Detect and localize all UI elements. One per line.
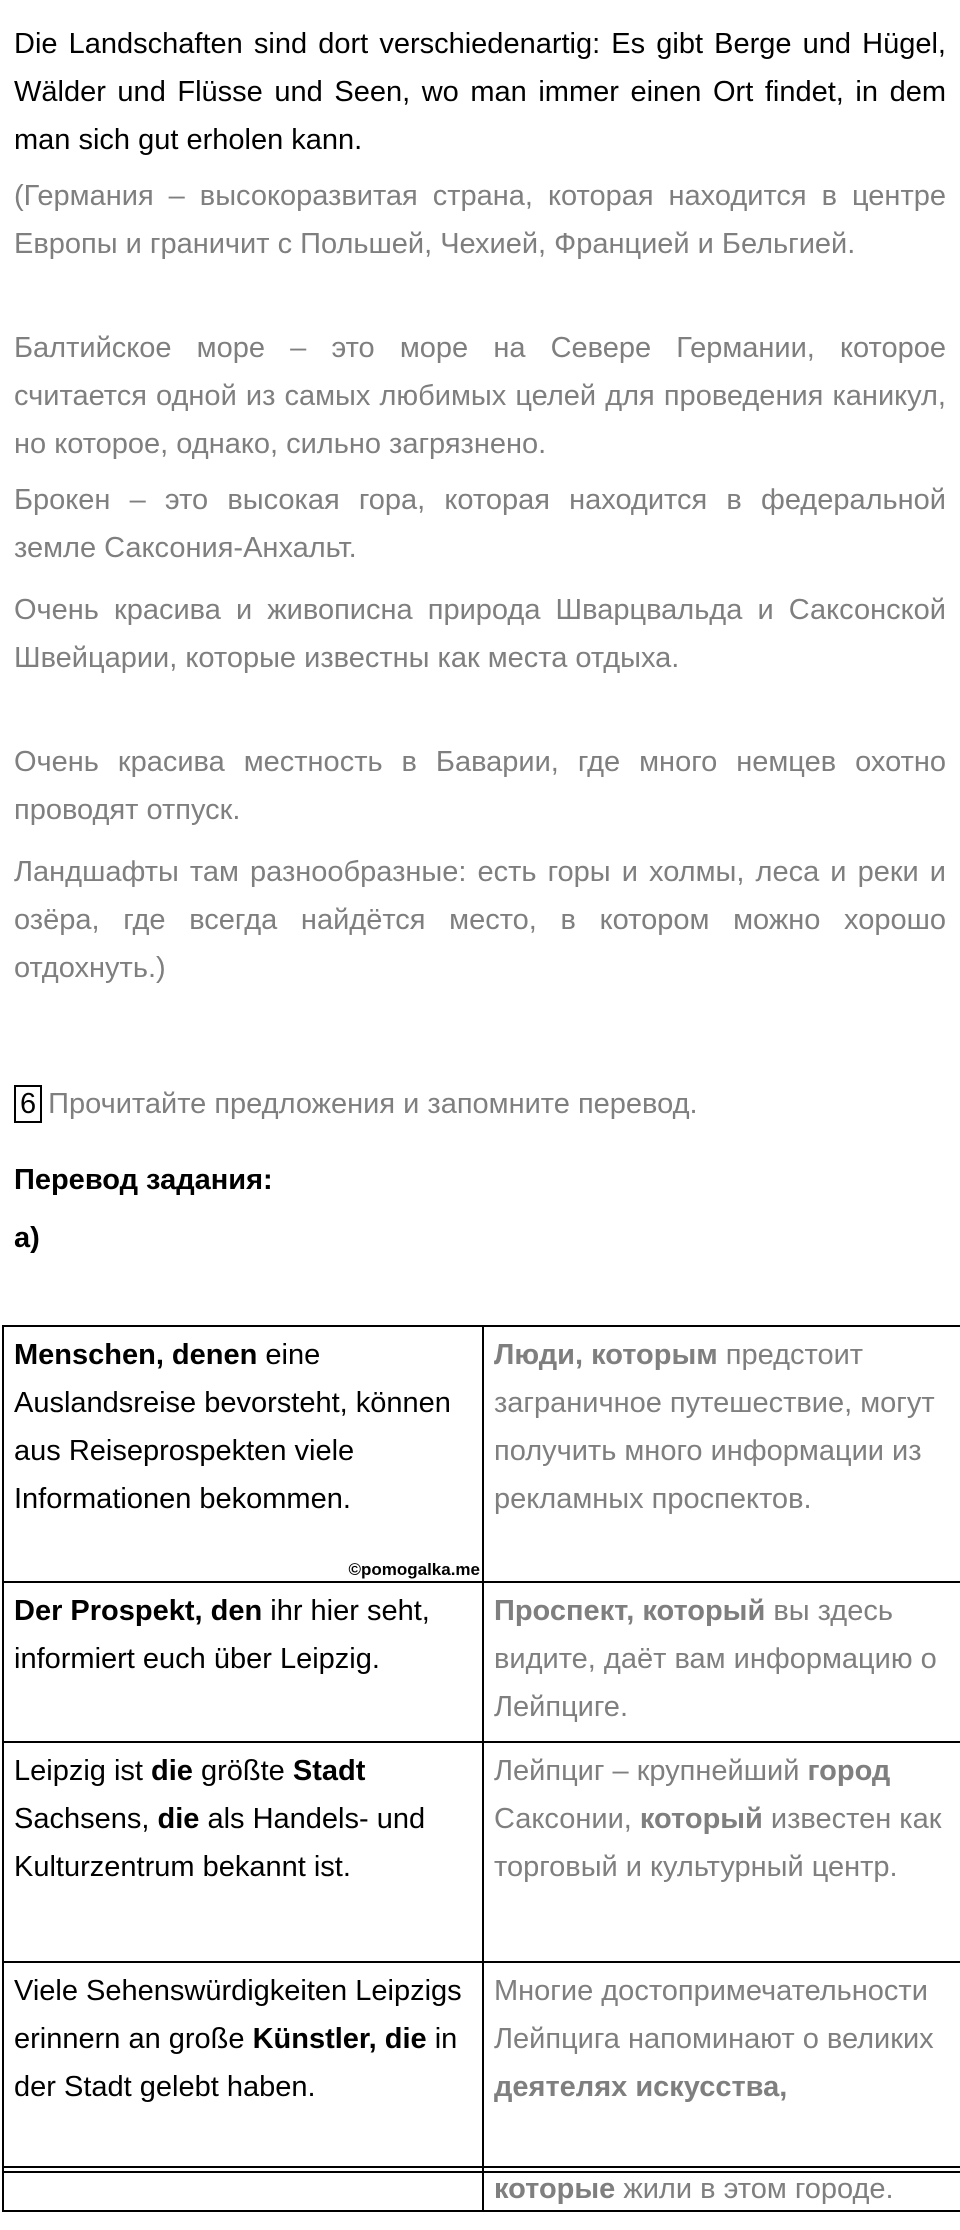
text-segment: известен как торговый и культурный центр.: [494, 1803, 942, 1883]
russian-cell: [483, 1742, 960, 1962]
russian-paragraph: Брокен – это высокая гора, которая находится в федеральной земле Саксония-Анхальт.: [14, 484, 946, 564]
text-segment: Многие достопримечательности Лейпцига напоминают о великих: [494, 1975, 934, 2055]
russian-cell: [483, 1582, 960, 1742]
russian-paragraph: (Германия – высокоразвитая страна, которая находится в центре Европы и граничит с Польшей, Чехией, Францией и Бельгией.: [14, 180, 946, 260]
text-segment: Leipzig ist: [14, 1755, 152, 1787]
table-row: [3, 1962, 960, 2172]
text-segment: in der Stadt gelebt haben.: [14, 2023, 458, 2103]
table-row: [3, 1742, 960, 1962]
text-segment: eine Auslandsreise bevorsteht, können aus Reiseprospekten viele Informationen bekommen.: [14, 1339, 451, 1515]
bold-segment: который: [639, 1803, 763, 1835]
bold-segment: Люди, которым: [494, 1339, 718, 1371]
russian-paragraph: Ландшафты там разнообразные: есть горы и холмы, леса и реки и озёра, где всегда найдётся место, в котором можно хорошо отдохнуть.): [14, 856, 946, 984]
text-segment: жили в этом городе.: [615, 2173, 894, 2205]
text-segment: Viele Sehenswürdigkeiten Leipzigs erinnern an große: [14, 1975, 462, 2055]
german-cell: [3, 1742, 483, 1962]
text-segment: größte: [192, 1755, 293, 1787]
text-segment: ihr hier seht, informiert euch über Leipzig.: [14, 1595, 430, 1675]
russian-cell: [483, 2167, 960, 2211]
german-cell: [3, 1582, 483, 1742]
exercise-instruction: [14, 1084, 698, 1124]
german-cell: [3, 2167, 483, 2211]
translation-table: [2, 1325, 960, 2173]
german-cell: [3, 1962, 483, 2172]
bold-segment: Проспект, который: [494, 1595, 766, 1627]
bold-segment: деятелях искусства,: [494, 2071, 788, 2103]
text-segment: als Handels- und Kulturzentrum bekannt ist.: [14, 1803, 426, 1883]
german-cell: [3, 1326, 483, 1582]
exercise-number: 6: [14, 1085, 42, 1123]
german-paragraph: Die Landschaften sind dort verschiedenartig: Es gibt Berge und Hügel, Wälder und Flüsse und Seen, wo man immer einen Ort findet, in dem man sich gut erholen kann.: [14, 28, 946, 156]
bold-segment: которые: [494, 2173, 616, 2205]
russian-cell: [483, 1326, 960, 1582]
text-segment: вы здесь видите, даёт вам информацию о Лейпциге.: [494, 1595, 937, 1723]
russian-paragraph: Очень красива местность в Баварии, где много немцев охотно проводят отпуск.: [14, 746, 946, 826]
section-label: а): [14, 1222, 40, 1254]
table-row: [3, 2167, 960, 2211]
translation-table-continued: [2, 2166, 960, 2212]
table-row: [3, 1582, 960, 1742]
bold-segment: Menschen, denen: [14, 1339, 258, 1371]
bold-segment: город: [807, 1755, 891, 1787]
text-segment: Sachsens,: [14, 1803, 158, 1835]
watermark: ©pomogalka.me: [348, 1560, 480, 1579]
bold-segment: Künstler, die: [252, 2023, 427, 2055]
text-segment: Лейпциг – крупнейший: [494, 1755, 808, 1787]
russian-paragraph: Очень красива и живописна природа Шварцвальда и Саксонской Швейцарии, которые известны как места отдыха.: [14, 594, 946, 674]
bold-segment: die: [151, 1755, 193, 1787]
bold-segment: die: [157, 1803, 200, 1835]
exercise-text: Прочитайте предложения и запомните перевод.: [48, 1088, 698, 1120]
russian-cell: [483, 1962, 960, 2172]
table-row: [3, 1326, 960, 1582]
bold-segment: Stadt: [292, 1755, 366, 1787]
text-segment: Саксонии,: [494, 1803, 640, 1835]
bold-segment: Der Prospekt, den: [14, 1595, 263, 1627]
text-segment: предстоит заграничное путешествие, могут получить много информации из рекламных проспектов.: [494, 1339, 935, 1515]
russian-paragraph: Балтийское море – это море на Севере Германии, которое считается одной из самых любимых целей для проведения каникул, но которое, однако, сильно загрязнено.: [14, 332, 946, 460]
translation-heading: Перевод задания:: [14, 1164, 273, 1196]
